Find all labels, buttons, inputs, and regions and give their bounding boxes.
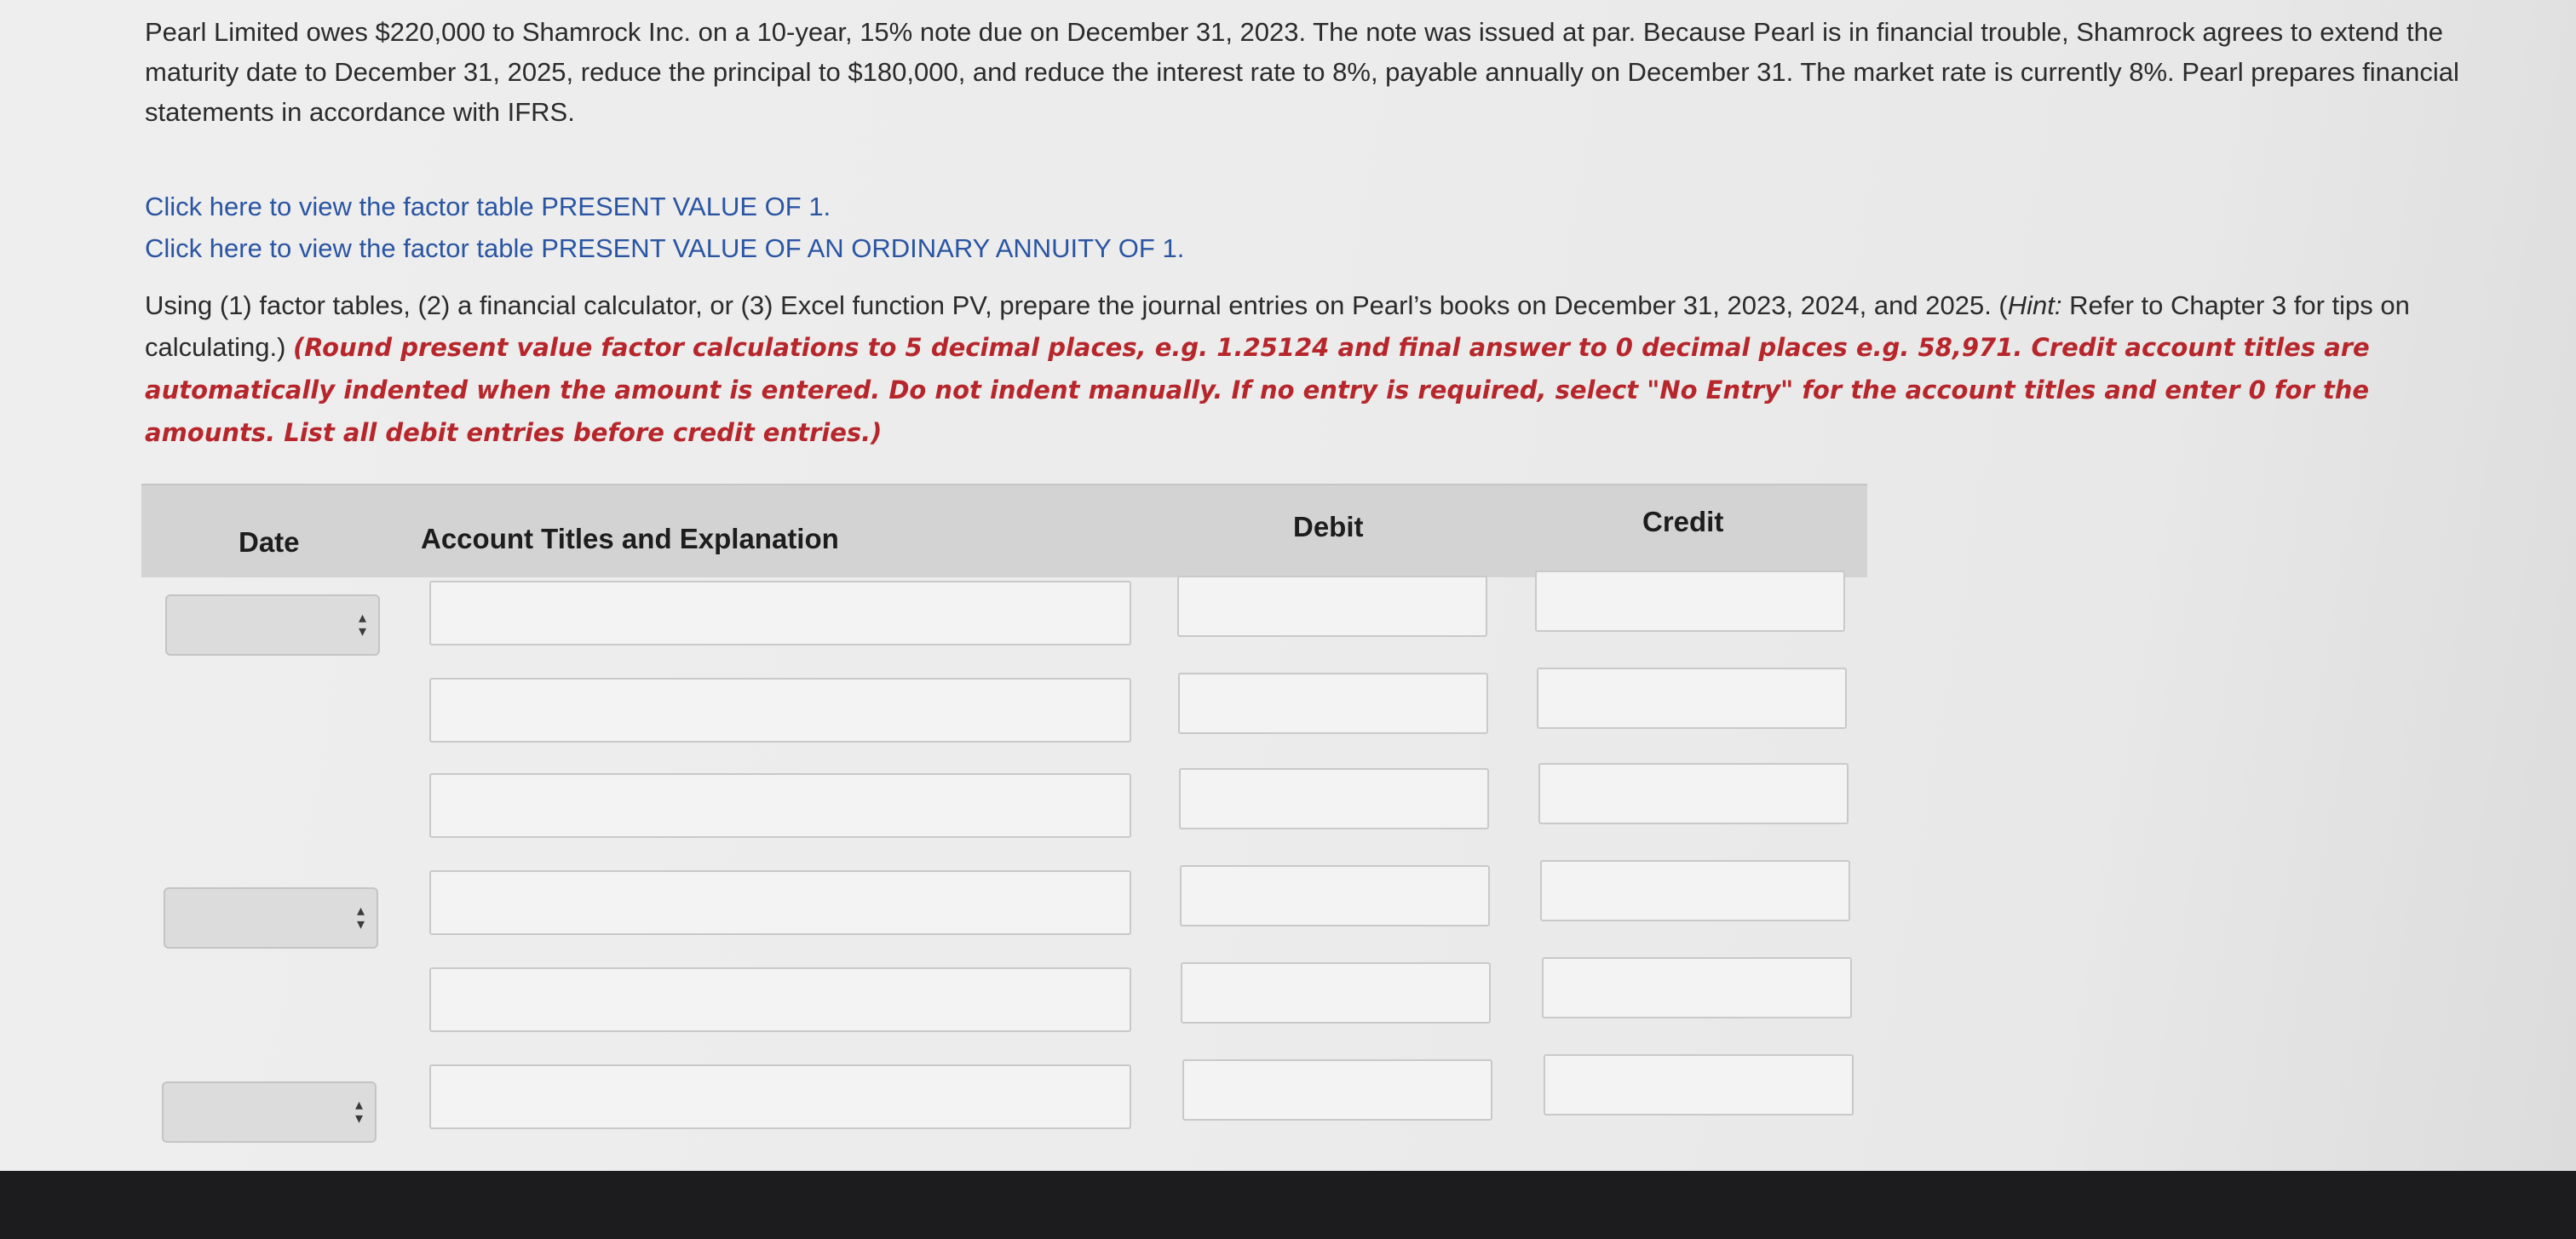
date-select[interactable] [162,1081,377,1143]
date-select[interactable] [165,594,380,656]
instructions [145,284,2462,454]
account-title-input[interactable] [429,773,1131,838]
select-arrows-icon: ▴ ▾ [356,902,365,933]
credit-input[interactable] [1538,763,1849,824]
credit-input[interactable] [1535,571,1845,632]
account-title-input[interactable] [429,870,1131,935]
instructions-text-1: Using (1) factor tables, (2) a financial calculator, or (3) Excel function PV, prepare the journal entries on Pearl’s books on December 31, 2023, 2024, and 2025. ( [145,290,2008,320]
account-title-input[interactable] [429,1064,1131,1129]
journal-table-header [141,484,1867,577]
problem-statement: Pearl Limited owes $220,000 to Shamrock Inc. on a 10-year, 15% note due on December 31, 2023. The note was issued at par. Because Pearl is in financial trouble, Shamrock agrees to extend the maturity date to December 31, 2025, reduce the principal to $180,000, and reduce the interest rate to 8%, payable annually on December 31. The market rate is currently 8%. Pearl prepares financial statements in accordance with IFRS. [145,17,2459,127]
pv-of-1-link[interactable]: Click here to view the factor table PRESENT VALUE OF 1. [145,192,831,221]
debit-input[interactable] [1179,768,1489,829]
debit-input[interactable] [1181,962,1491,1024]
hint-label: Hint: [2007,290,2062,320]
debit-input[interactable] [1182,1059,1492,1121]
screen-bezel [0,1171,2576,1239]
credit-column-header: Credit [1642,506,1724,537]
pv-annuity-link[interactable]: Click here to view the factor table PRESENT VALUE OF AN ORDINARY ANNUITY OF 1. [145,233,1185,263]
factor-table-links [145,186,1184,269]
select-arrows-icon: ▴ ▾ [354,1096,363,1127]
instructions-text-2: Refer to Chapter 3 for tips on calculating.) [145,290,2410,362]
account-column-header: Account Titles and Explanation [421,523,839,554]
select-arrows-icon: ▴ ▾ [358,609,366,640]
debit-input[interactable] [1180,865,1490,926]
account-title-input[interactable] [429,678,1131,743]
debit-input[interactable] [1177,576,1487,637]
credit-input[interactable] [1544,1054,1854,1116]
rounding-note: (Round present value factor calculations to 5 decimal places, e.g. 1.25124 and final answer to 0 decimal places e.g. 58,971. Credit account titles are automatically indented when the amount is entered. Do not indent manually. If no entry is required, select "No Entry" for the account titles and enter 0 for the amounts. List all debit entries before credit entries.) [145,333,2370,447]
credit-input[interactable] [1537,668,1847,729]
debit-input[interactable] [1178,673,1488,734]
date-select[interactable] [164,887,378,949]
credit-input[interactable] [1540,860,1850,921]
debit-column-header: Debit [1293,511,1364,542]
date-column-header: Date [239,526,300,558]
credit-input[interactable] [1542,957,1852,1018]
account-title-input[interactable] [429,967,1131,1032]
account-title-input[interactable] [429,581,1131,645]
